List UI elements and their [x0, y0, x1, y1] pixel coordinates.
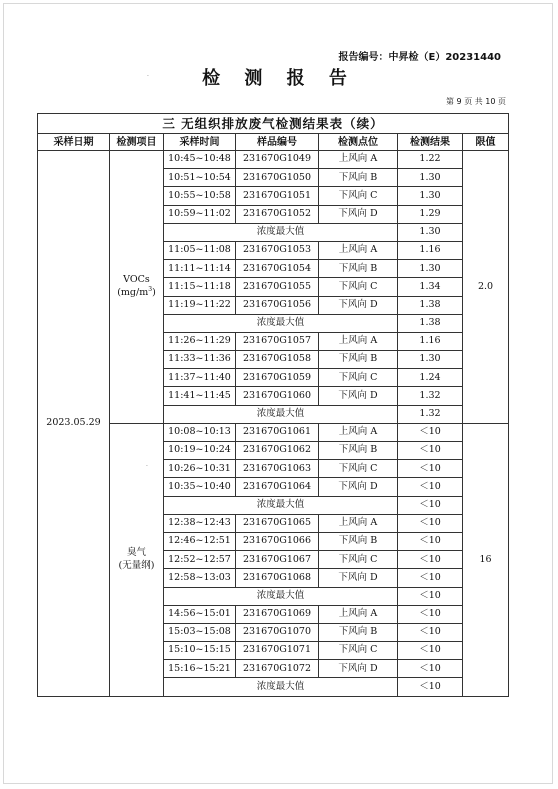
sample-id-cell: 231670G1059 — [236, 369, 319, 387]
sampling-time-cell: 11:33~11:36 — [164, 351, 236, 369]
sampling-time-cell: 10:55~10:58 — [164, 187, 236, 205]
test-point-cell: 下风向 C — [319, 642, 398, 660]
test-point-cell: 上风向 A — [319, 241, 398, 259]
sample-id-cell: 231670G1065 — [236, 514, 319, 532]
sample-id-cell: 231670G1053 — [236, 241, 319, 259]
test-point-cell: 下风向 D — [319, 569, 398, 587]
sampling-date-cell: 2023.05.29 — [38, 151, 110, 697]
max-value-label: 浓度最大值 — [164, 405, 398, 423]
test-result-cell: 1.22 — [398, 151, 463, 169]
test-result-cell: ＜10 — [398, 442, 463, 460]
max-value-cell: 1.32 — [398, 405, 463, 423]
sampling-time-cell: 15:16~15:21 — [164, 660, 236, 678]
unit-text-suffix: ) — [152, 287, 156, 299]
table-header-row — [38, 134, 509, 151]
test-result-cell: ＜10 — [398, 569, 463, 587]
test-item-unit — [117, 287, 156, 298]
sample-id-cell: 231670G1068 — [236, 569, 319, 587]
test-result-cell: ＜10 — [398, 514, 463, 532]
sample-id-cell: 231670G1070 — [236, 623, 319, 641]
report-number: 报告编号：中昇检（E）20231440 — [338, 52, 501, 63]
test-point-cell: 下风向 C — [319, 460, 398, 478]
unit-superscript: 3 — [148, 286, 153, 294]
sampling-time-cell: 10:19~10:24 — [164, 442, 236, 460]
results-table-body — [38, 114, 509, 697]
test-point-cell: 下风向 B — [319, 169, 398, 187]
sampling-time-cell: 15:10~15:15 — [164, 642, 236, 660]
sampling-time-cell: 12:38~12:43 — [164, 514, 236, 532]
unit-text: (mg/m — [117, 287, 149, 299]
test-point-cell: 下风向 C — [319, 187, 398, 205]
test-point-cell: 下风向 D — [319, 205, 398, 223]
test-point-cell: 下风向 B — [319, 623, 398, 641]
sample-id-cell: 231670G1049 — [236, 151, 319, 169]
sampling-time-cell: 10:45~10:48 — [164, 151, 236, 169]
sample-id-cell: 231670G1054 — [236, 260, 319, 278]
max-value-cell: ＜10 — [398, 678, 463, 696]
test-result-cell: 1.16 — [398, 241, 463, 259]
test-result-cell: 1.30 — [398, 260, 463, 278]
sample-id-cell: 231670G1061 — [236, 423, 319, 441]
max-value-label: 浓度最大值 — [164, 496, 398, 514]
column-header: 检测结果 — [398, 134, 463, 151]
column-header: 采样日期 — [38, 134, 110, 151]
test-result-cell: 1.30 — [398, 169, 463, 187]
test-item-name: VOCs — [123, 273, 150, 285]
max-value-label: 浓度最大值 — [164, 314, 398, 332]
table-row — [38, 151, 509, 169]
sample-id-cell: 231670G1051 — [236, 187, 319, 205]
sample-id-cell: 231670G1060 — [236, 387, 319, 405]
sampling-time-cell: 10:08~10:13 — [164, 423, 236, 441]
test-result-cell: 1.32 — [398, 387, 463, 405]
test-point-cell: 下风向 D — [319, 660, 398, 678]
test-point-cell: 下风向 C — [319, 551, 398, 569]
column-header: 检测点位 — [319, 134, 398, 151]
max-value-cell: ＜10 — [398, 496, 463, 514]
sampling-time-cell: 11:37~11:40 — [164, 369, 236, 387]
test-result-cell: ＜10 — [398, 605, 463, 623]
max-value-cell: 1.30 — [398, 223, 463, 241]
test-result-cell: 1.30 — [398, 187, 463, 205]
test-point-cell: 下风向 B — [319, 442, 398, 460]
sample-id-cell: 231670G1055 — [236, 278, 319, 296]
test-point-cell: 上风向 A — [319, 605, 398, 623]
sample-id-cell: 231670G1071 — [236, 642, 319, 660]
test-result-cell: ＜10 — [398, 423, 463, 441]
sampling-time-cell: 15:03~15:08 — [164, 623, 236, 641]
scan-speck: · — [146, 463, 148, 470]
sampling-time-cell: 11:41~11:45 — [164, 387, 236, 405]
max-value-label: 浓度最大值 — [164, 678, 398, 696]
max-value-label: 浓度最大值 — [164, 223, 398, 241]
sample-id-cell: 231670G1052 — [236, 205, 319, 223]
page-info: 第 9 页 共 10 页 — [446, 97, 506, 106]
sampling-time-cell: 11:26~11:29 — [164, 332, 236, 350]
test-point-cell: 下风向 C — [319, 278, 398, 296]
sample-id-cell: 231670G1066 — [236, 532, 319, 550]
sampling-time-cell: 11:05~11:08 — [164, 241, 236, 259]
report-title: 检 测 报 告 — [202, 68, 356, 89]
sampling-time-cell: 10:26~10:31 — [164, 460, 236, 478]
test-point-cell: 上风向 A — [319, 332, 398, 350]
sample-id-cell: 231670G1063 — [236, 460, 319, 478]
column-header: 样品编号 — [236, 134, 319, 151]
test-point-cell: 上风向 A — [319, 514, 398, 532]
max-value-cell: ＜10 — [398, 587, 463, 605]
test-item-cell — [110, 151, 164, 424]
test-point-cell: 下风向 C — [319, 369, 398, 387]
test-point-cell: 下风向 D — [319, 296, 398, 314]
sample-id-cell: 231670G1056 — [236, 296, 319, 314]
table-title-row — [38, 114, 509, 134]
test-point-cell: 下风向 B — [319, 260, 398, 278]
test-point-cell: 下风向 B — [319, 351, 398, 369]
test-result-cell: 1.34 — [398, 278, 463, 296]
sample-id-cell: 231670G1072 — [236, 660, 319, 678]
test-point-cell: 上风向 A — [319, 151, 398, 169]
test-result-cell: ＜10 — [398, 623, 463, 641]
test-point-cell: 下风向 D — [319, 478, 398, 496]
sampling-time-cell: 11:11~11:14 — [164, 260, 236, 278]
sample-id-cell: 231670G1064 — [236, 478, 319, 496]
test-point-cell: 上风向 A — [319, 423, 398, 441]
sample-id-cell: 231670G1069 — [236, 605, 319, 623]
test-result-cell: 1.29 — [398, 205, 463, 223]
test-result-cell: ＜10 — [398, 460, 463, 478]
test-result-cell: ＜10 — [398, 478, 463, 496]
test-result-cell: ＜10 — [398, 551, 463, 569]
unit-text: (无量纲) — [118, 559, 155, 571]
scan-speck: · — [147, 73, 149, 80]
test-result-cell: ＜10 — [398, 660, 463, 678]
test-point-cell: 下风向 B — [319, 532, 398, 550]
test-result-cell: 1.38 — [398, 296, 463, 314]
column-header: 限值 — [463, 134, 509, 151]
max-value-cell: 1.38 — [398, 314, 463, 332]
column-header: 采样时间 — [164, 134, 236, 151]
test-item-name: 臭气 — [126, 546, 146, 558]
sampling-time-cell: 12:46~12:51 — [164, 532, 236, 550]
limit-cell: 2.0 — [463, 151, 509, 424]
sampling-time-cell: 12:52~12:57 — [164, 551, 236, 569]
sampling-time-cell: 14:56~15:01 — [164, 605, 236, 623]
sampling-time-cell: 11:19~11:22 — [164, 296, 236, 314]
test-result-cell: 1.30 — [398, 351, 463, 369]
sampling-time-cell: 11:15~11:18 — [164, 278, 236, 296]
sample-id-cell: 231670G1050 — [236, 169, 319, 187]
column-header: 检测项目 — [110, 134, 164, 151]
table-title: 三 无组织排放废气检测结果表（续） — [38, 114, 509, 134]
test-item-cell — [110, 423, 164, 696]
sample-id-cell: 231670G1058 — [236, 351, 319, 369]
sampling-time-cell: 10:35~10:40 — [164, 478, 236, 496]
sampling-time-cell: 10:51~10:54 — [164, 169, 236, 187]
sample-id-cell: 231670G1062 — [236, 442, 319, 460]
test-point-cell: 下风向 D — [319, 387, 398, 405]
sampling-time-cell: 12:58~13:03 — [164, 569, 236, 587]
sampling-time-cell: 10:59~11:02 — [164, 205, 236, 223]
test-result-cell: 1.16 — [398, 332, 463, 350]
test-result-cell: ＜10 — [398, 532, 463, 550]
results-table — [37, 113, 509, 697]
sample-id-cell: 231670G1067 — [236, 551, 319, 569]
limit-cell: 16 — [463, 423, 509, 696]
test-result-cell: ＜10 — [398, 642, 463, 660]
test-result-cell: 1.24 — [398, 369, 463, 387]
test-item-unit — [119, 560, 155, 571]
max-value-label: 浓度最大值 — [164, 587, 398, 605]
sample-id-cell: 231670G1057 — [236, 332, 319, 350]
